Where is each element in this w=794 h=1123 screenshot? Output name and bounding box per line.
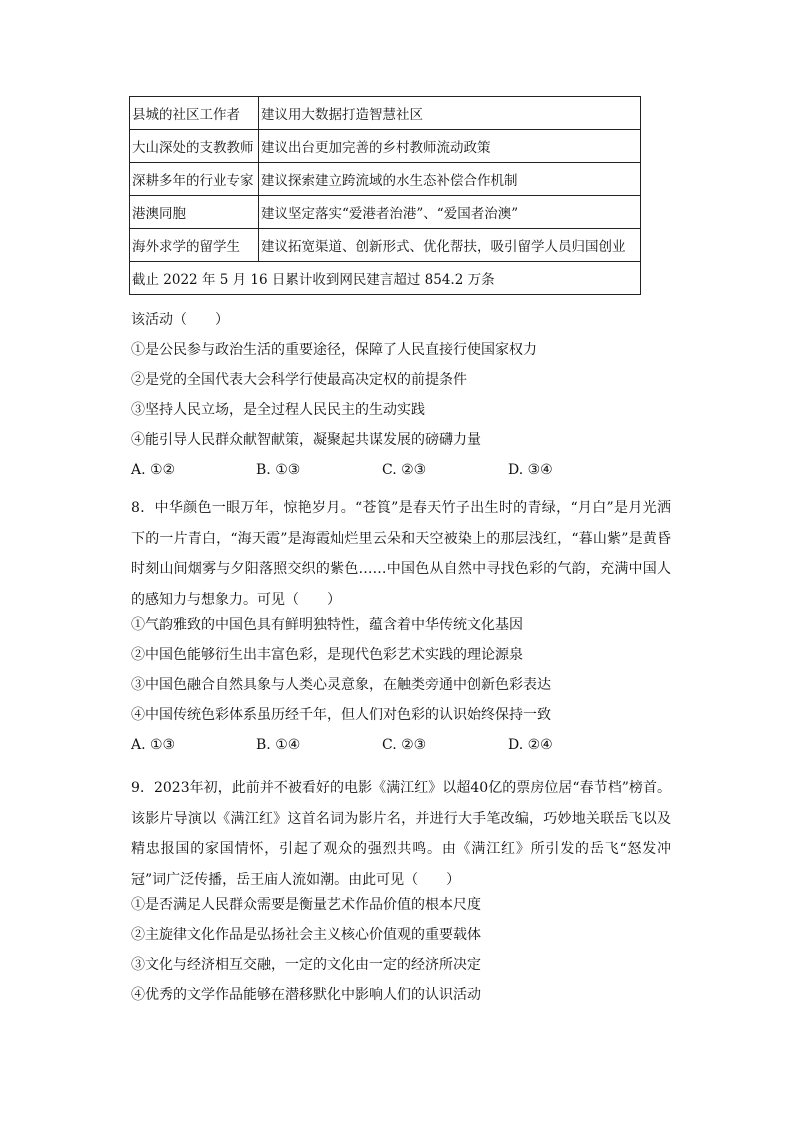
statement-item: ①是否满足人民群众需要是衡量艺术作品价值的根本尺度 <box>131 897 481 913</box>
table-cell-who: 港澳同胞 <box>130 196 259 229</box>
statement-item: ②中国色能够衍生出丰富色彩，是现代色彩艺术实践的理论源泉 <box>131 647 523 663</box>
statement-item: ①气韵雅致的中国色具有鲜明独特性，蕴含着中华传统文化基因 <box>131 617 523 633</box>
option-b[interactable]: B. ①④ <box>256 737 301 753</box>
option-a[interactable]: A. ①③ <box>131 737 176 753</box>
option-d[interactable]: D. ②④ <box>508 737 553 753</box>
table-cell-who: 海外求学的留学生 <box>130 229 259 262</box>
table-cell-who: 县城的社区工作者 <box>130 97 259 130</box>
answer-options <box>131 462 671 492</box>
question-8 <box>131 493 671 767</box>
statement-item: ④能引导人民群众献智献策，凝聚起共谋发展的磅礴力量 <box>131 432 481 448</box>
table-footer-row <box>130 262 641 295</box>
question-stem: 该活动（ ） <box>131 312 229 328</box>
question-stem: 8．中华颜色一眼万年，惊艳岁月。“苍筤”是春天竹子出生时的青绿，“月白”是月光洒下的一片青白，“海天霞”是海霞灿烂里云朵和天空被染上的那层浅红，“暮山紫”是黄昏时刻山间烟雾与夕阳落照交织的紫色……中国色从自然中寻找色彩的气韵，充满中国人的感知力与想象力。可见（ ） <box>131 500 671 608</box>
statement-item: ②是党的全国代表大会科学行使最高决定权的前提条件 <box>131 372 467 388</box>
table-cell-who: 深耕多年的行业专家 <box>130 163 259 196</box>
table-row <box>130 196 641 229</box>
table-row <box>130 229 641 262</box>
option-b[interactable]: B. ①③ <box>256 462 301 478</box>
option-c[interactable]: C. ②③ <box>382 737 427 753</box>
statement-item: ④中国传统色彩体系虽历经千年，但人们对色彩的认识始终保持一致 <box>131 707 551 723</box>
question-7 <box>131 312 671 492</box>
table-row <box>130 163 641 196</box>
option-a[interactable]: A. ①② <box>131 462 176 478</box>
table-cell-suggestion: 建议用大数据打造智慧社区 <box>259 97 641 130</box>
statement-item: ④优秀的文学作品能够在潜移默化中影响人们的认识活动 <box>131 987 481 1003</box>
option-c[interactable]: C. ②③ <box>382 462 427 478</box>
table-cell-who: 大山深处的支教教师 <box>130 130 259 163</box>
statement-item: ③坚持人民立场，是全过程人民民主的生动实践 <box>131 402 425 418</box>
question-9 <box>131 773 671 1017</box>
table-cell-suggestion: 建议坚定落实“爱港者治港”、“爱国者治澳” <box>259 196 641 229</box>
statement-item: ②主旋律文化作品是弘扬社会主义核心价值观的重要载体 <box>131 927 481 943</box>
option-d[interactable]: D. ③④ <box>508 462 553 478</box>
suggestions-table <box>129 96 641 295</box>
table-cell-suggestion: 建议拓宽渠道、创新形式、优化帮扶，吸引留学人员归国创业 <box>259 229 641 262</box>
table-cell-suggestion: 建议出台更加完善的乡村教师流动政策 <box>259 130 641 163</box>
answer-options <box>131 737 671 767</box>
table-footer: 截止 2022 年 5 月 16 日累计收到网民建言超过 854.2 万条 <box>130 262 641 295</box>
statement-item: ③文化与经济相互交融，一定的文化由一定的经济所决定 <box>131 957 481 973</box>
table-row <box>130 130 641 163</box>
statement-item: ①是公民参与政治生活的重要途径，保障了人民直接行使国家权力 <box>131 342 537 358</box>
question-stem: 9．2023年初，此前并不被看好的电影《满江红》以超40亿的票房位居“春节档”榜首。该影片导演以《满江红》这首名词为影片名，并进行大手笔改编，巧妙地关联岳飞以及精忠报国的家国情怀，引起了观众的强烈共鸣。由《满江红》所引发的岳飞“怒发冲冠”词广泛传播，岳王庙人流如潮。由此可见（ ） <box>131 780 671 888</box>
statement-item: ③中国色融合自然具象与人类心灵意象，在触类旁通中创新色彩表达 <box>131 677 551 693</box>
table-cell-suggestion: 建议探索建立跨流域的水生态补偿合作机制 <box>259 163 641 196</box>
table-row <box>130 97 641 130</box>
